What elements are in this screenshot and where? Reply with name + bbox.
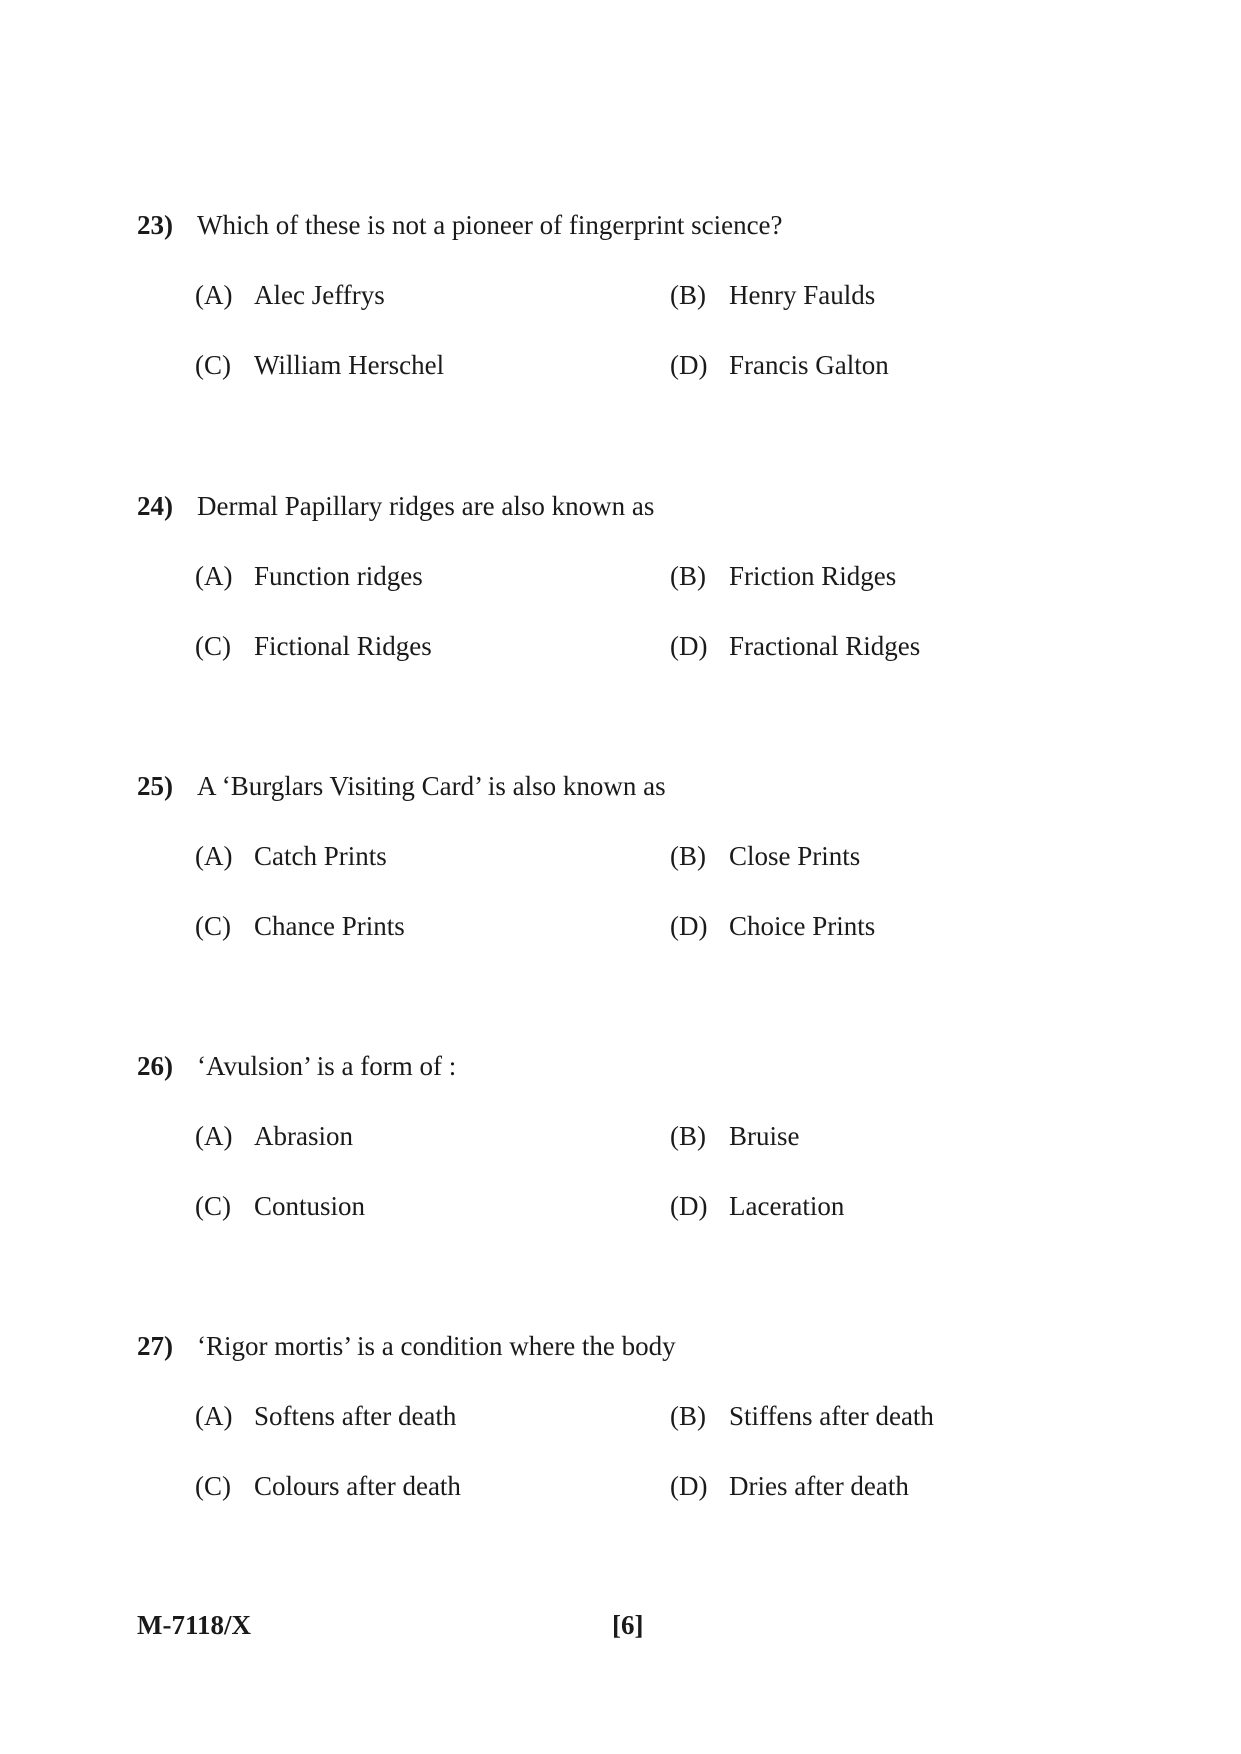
page-number: [6] [612, 1610, 644, 1640]
option-text: Contusion [254, 1191, 366, 1221]
question-24 [137, 489, 1137, 661]
option-text: Fractional Ridges [729, 631, 921, 661]
option-letter: (B) [670, 1401, 706, 1431]
option-text: Henry Faulds [729, 280, 876, 310]
question-stem [137, 208, 1137, 242]
option-letter: (A) [195, 561, 233, 591]
option-letter: (D) [670, 1191, 708, 1221]
question-27 [137, 1329, 1137, 1501]
paper-code: M-7118/X [137, 1610, 251, 1640]
option-letter: (C) [195, 1191, 231, 1221]
option-text: Stiffens after death [729, 1401, 934, 1431]
option-text: Dries after death [729, 1471, 909, 1501]
option-letter: (D) [670, 1471, 708, 1501]
option-letter: (D) [670, 631, 708, 661]
option-text: Catch Prints [254, 841, 387, 871]
option-text: Close Prints [729, 841, 861, 871]
option-letter: (B) [670, 561, 706, 591]
question-26 [137, 1049, 1137, 1221]
option-letter: (A) [195, 280, 233, 310]
option-text: William Herschel [254, 350, 445, 380]
option-letter: (A) [195, 1121, 233, 1151]
option-letter: (C) [195, 911, 231, 941]
option-letter: (C) [195, 631, 231, 661]
option-text: Choice Prints [729, 911, 876, 941]
option-text: Friction Ridges [729, 561, 897, 591]
option-text: Alec Jeffrys [254, 280, 385, 310]
option-letter: (A) [195, 1401, 233, 1431]
question-stem [137, 1049, 1137, 1083]
question-25 [137, 769, 1137, 941]
option-text: Francis Galton [729, 350, 889, 380]
option-text: Abrasion [254, 1121, 353, 1151]
question-text: A ‘Burglars Visiting Card’ is also known as [197, 771, 666, 801]
option-letter: (C) [195, 350, 231, 380]
option-text: Function ridges [254, 561, 423, 591]
option-text: Laceration [729, 1191, 845, 1221]
option-letter: (D) [670, 350, 708, 380]
question-text: Dermal Papillary ridges are also known as [197, 491, 655, 521]
option-letter: (B) [670, 280, 706, 310]
option-letter: (A) [195, 841, 233, 871]
question-stem [137, 489, 1137, 523]
option-letter: (B) [670, 1121, 706, 1151]
question-text: ‘Avulsion’ is a form of : [197, 1051, 457, 1081]
question-number: 27) [137, 1331, 173, 1361]
option-text: Chance Prints [254, 911, 405, 941]
question-number: 25) [137, 771, 173, 801]
option-text: Colours after death [254, 1471, 461, 1501]
question-stem [137, 1329, 1137, 1363]
option-letter: (D) [670, 911, 708, 941]
option-letter: (B) [670, 841, 706, 871]
question-stem [137, 769, 1137, 803]
option-text: Fictional Ridges [254, 631, 432, 661]
option-letter: (C) [195, 1471, 231, 1501]
question-text: Which of these is not a pioneer of fingerprint science? [197, 210, 783, 240]
question-number: 23) [137, 210, 173, 240]
option-text: Bruise [729, 1121, 800, 1151]
question-number: 24) [137, 491, 173, 521]
option-text: Softens after death [254, 1401, 457, 1431]
question-number: 26) [137, 1051, 173, 1081]
question-23 [137, 208, 1137, 380]
question-text: ‘Rigor mortis’ is a condition where the body [197, 1331, 676, 1361]
